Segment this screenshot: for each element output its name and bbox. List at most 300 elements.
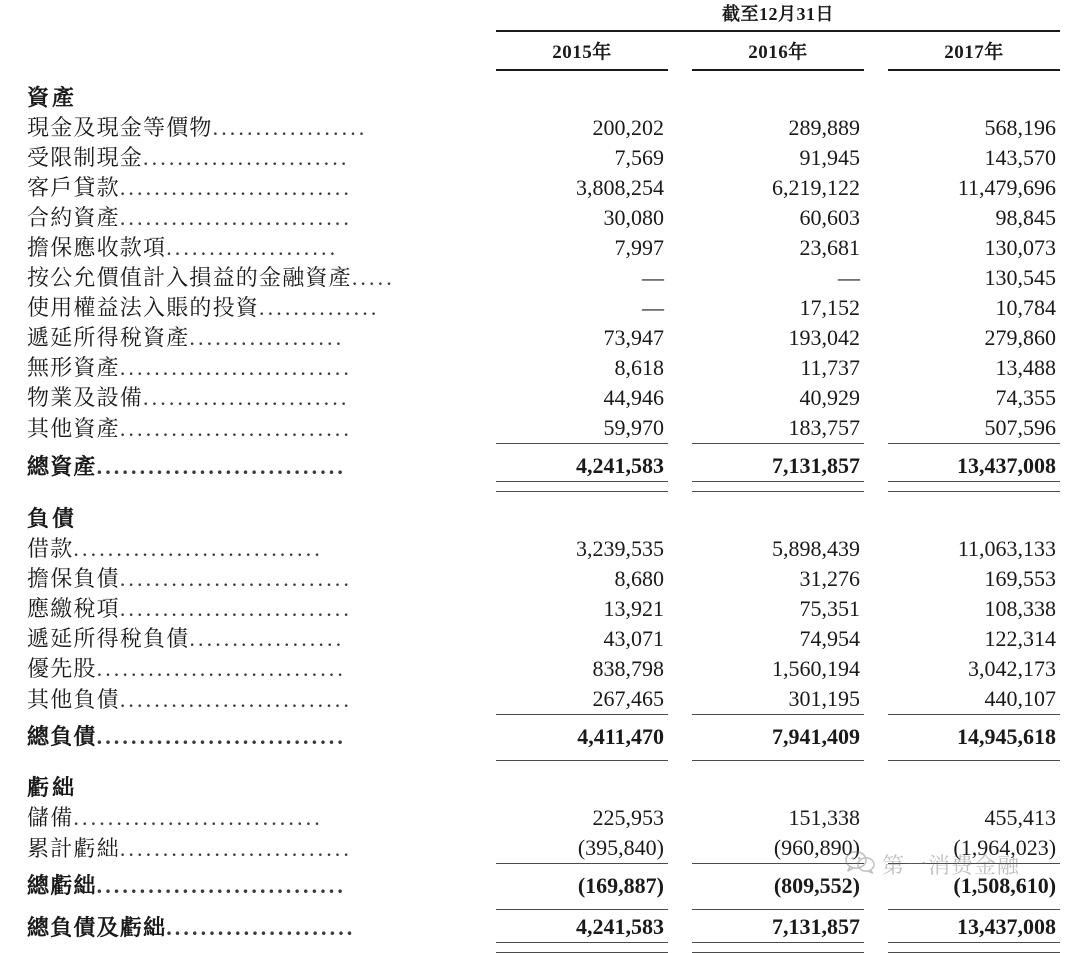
row-value: 73,947 (603, 325, 664, 350)
column-rule (496, 482, 668, 492)
column-gap (668, 654, 692, 684)
rule-row-label-gap (0, 901, 496, 910)
row-label-text: 儲備 (27, 805, 74, 830)
column-gap (864, 654, 888, 684)
column-gap (864, 864, 888, 872)
column-gap (864, 534, 888, 564)
dot-leader: ........................... (119, 596, 353, 621)
column-gap (1060, 413, 1080, 444)
table-row (0, 113, 1080, 143)
row-label (0, 833, 496, 864)
table-row (0, 833, 1080, 864)
row-label-text: 總負債及虧絀 (27, 914, 167, 940)
column-rule (496, 715, 668, 723)
column-gap (1060, 871, 1080, 901)
row-value: 13,437,008 (957, 914, 1057, 939)
column-gap (864, 173, 888, 203)
row-value: 91,945 (799, 145, 860, 170)
column-gap (1060, 173, 1080, 203)
column-rule (692, 901, 864, 910)
row-label-text: 擔保負債 (27, 566, 120, 591)
row-label-text: 合約資產 (27, 205, 120, 230)
table-row (0, 534, 1080, 564)
column-rule (692, 715, 864, 723)
dot-leader: ............................. (96, 724, 347, 749)
column-gap (864, 353, 888, 383)
row-value: 267,465 (592, 686, 664, 711)
column-gap (668, 31, 692, 69)
dot-leader: .................... (166, 235, 339, 260)
watermark-text: 第一消费金融 (882, 852, 1021, 878)
row-value: (1,508,610) (953, 873, 1057, 898)
row-value: 183,757 (788, 415, 860, 440)
section-heading-value-gap (888, 83, 1060, 113)
rule-row-below (0, 901, 1080, 910)
dot-leader: ........................... (119, 415, 353, 441)
row-value: (169,887) (577, 873, 664, 898)
column-gap (1060, 912, 1080, 943)
column-gap (668, 901, 692, 910)
column-gap (864, 912, 888, 943)
row-label (0, 871, 496, 901)
section-heading-value-gap (496, 504, 668, 534)
column-gap (1060, 684, 1080, 715)
dot-leader: .................. (189, 626, 345, 651)
column-gap (1060, 353, 1080, 383)
row-value: 7,997 (614, 235, 664, 260)
row-value: 5,898,439 (772, 536, 860, 561)
table-header-period-row (0, 0, 1080, 30)
row-label (0, 383, 496, 413)
row-value: 74,355 (995, 385, 1057, 410)
period-heading: 截至12月31日 (722, 4, 835, 24)
row-value: 31,276 (799, 566, 860, 591)
rule-row-label-gap (0, 715, 496, 723)
column-gap (864, 263, 888, 293)
dot-leader: ........................... (119, 835, 353, 861)
row-label-text: 借款 (27, 536, 74, 561)
column-gap (1060, 482, 1080, 492)
section-heading-value-gap (692, 83, 864, 113)
section-heading: 負債 (27, 506, 78, 531)
column-gap (668, 684, 692, 715)
column-gap (668, 912, 692, 943)
column-gap (864, 752, 888, 761)
column-rule (496, 444, 668, 452)
row-value: 289,889 (788, 115, 860, 140)
rule-row-label-gap (0, 482, 496, 492)
column-gap (864, 113, 888, 143)
dot-leader: ........................ (143, 385, 350, 410)
table-row (0, 564, 1080, 594)
row-label (0, 451, 496, 482)
row-label (0, 293, 496, 323)
table-row (0, 684, 1080, 715)
column-gap (1060, 564, 1080, 594)
table-row (0, 143, 1080, 173)
column-gap (864, 773, 888, 803)
row-value: 17,152 (799, 295, 860, 320)
row-value: 108,338 (984, 596, 1057, 621)
dot-leader: ............................. (73, 805, 323, 830)
column-header-year: 2017年 (944, 42, 1004, 63)
column-gap (1060, 293, 1080, 323)
table-row (0, 293, 1080, 323)
column-gap (864, 594, 888, 624)
column-gap (668, 143, 692, 173)
column-gap (864, 482, 888, 492)
column-gap (1060, 803, 1080, 833)
column-rule (888, 482, 1060, 492)
row-label (0, 173, 496, 203)
column-gap (1060, 901, 1080, 910)
dot-leader: ........................ (143, 145, 350, 170)
row-value: 6,219,122 (772, 175, 860, 200)
row-value: 130,073 (984, 235, 1057, 260)
column-rule (692, 444, 864, 452)
column-gap (1060, 833, 1080, 864)
row-label-text: 總負債 (27, 724, 97, 749)
column-gap (1060, 722, 1080, 752)
row-value: 44,946 (603, 385, 664, 410)
row-label (0, 684, 496, 715)
row-value: 14,945,618 (957, 724, 1057, 749)
column-gap (1060, 594, 1080, 624)
row-value: 279,860 (984, 325, 1057, 350)
column-gap (0, 0, 496, 30)
table-row (0, 624, 1080, 654)
row-value: 13,488 (995, 355, 1057, 380)
dot-leader: .................. (189, 325, 345, 350)
column-gap (864, 233, 888, 263)
column-rule (692, 943, 864, 953)
dot-leader: ........................... (119, 205, 353, 230)
row-value: 143,570 (984, 145, 1057, 170)
column-gap (864, 901, 888, 910)
table-row-total (0, 871, 1080, 901)
column-gap (864, 293, 888, 323)
dot-leader: ........................... (119, 686, 353, 712)
column-gap (1060, 233, 1080, 263)
table-row-total (0, 451, 1080, 482)
column-gap (668, 233, 692, 263)
section-heading-value-gap (888, 773, 1060, 803)
column-gap (864, 722, 888, 752)
row-value: — (642, 265, 664, 290)
column-gap (668, 203, 692, 233)
column-gap (864, 383, 888, 413)
column-gap (668, 833, 692, 864)
row-label (0, 722, 496, 752)
column-gap (668, 451, 692, 482)
row-value: 98,845 (995, 205, 1057, 230)
column-gap (668, 113, 692, 143)
row-value: 30,080 (603, 205, 664, 230)
table-row (0, 383, 1080, 413)
column-gap (864, 504, 888, 534)
table-row (0, 654, 1080, 684)
row-label-text: 遞延所得稅資產 (27, 325, 190, 350)
row-value: 8,680 (614, 566, 664, 591)
column-gap (1060, 83, 1080, 113)
section-heading-value-gap (692, 773, 864, 803)
row-value: — (838, 265, 860, 290)
column-rule (888, 943, 1060, 953)
row-value: 13,921 (603, 596, 664, 621)
row-label-text: 受限制現金 (27, 145, 144, 170)
row-value: 4,241,583 (576, 914, 664, 939)
row-value: 1,560,194 (772, 656, 860, 681)
column-gap (1060, 654, 1080, 684)
rule-row-below (0, 752, 1080, 761)
row-value: 7,131,857 (772, 914, 860, 939)
column-gap (668, 173, 692, 203)
row-value: 75,351 (799, 596, 860, 621)
column-rule (496, 943, 668, 953)
row-value: 23,681 (799, 235, 860, 260)
rule-row-double (0, 943, 1080, 953)
row-spacer (0, 761, 1080, 774)
row-value: 301,195 (788, 686, 860, 711)
column-rule (692, 482, 864, 492)
column-gap (668, 293, 692, 323)
column-gap (668, 504, 692, 534)
dot-leader: ...................... (166, 914, 356, 940)
row-value: (395,840) (577, 835, 664, 860)
section-heading-row (0, 504, 1080, 534)
column-gap (0, 31, 496, 69)
spacer-cell (0, 492, 1080, 505)
row-value: 8,618 (614, 355, 664, 380)
row-label-text: 遞延所得稅負債 (27, 626, 190, 651)
column-rule (888, 752, 1060, 761)
column-rule (496, 901, 668, 910)
row-label (0, 113, 496, 143)
row-label (0, 413, 496, 444)
column-gap (1060, 943, 1080, 953)
column-gap (864, 143, 888, 173)
row-value: 7,569 (614, 145, 664, 170)
row-value: 151,338 (788, 805, 860, 830)
dot-leader: .............. (259, 295, 380, 320)
table-row-total (0, 722, 1080, 752)
dot-leader: ............................. (73, 536, 323, 561)
section-heading-row (0, 773, 1080, 803)
row-value: 130,545 (984, 265, 1057, 290)
row-value: 193,042 (788, 325, 860, 350)
dot-leader: ............................. (96, 873, 347, 898)
table-row (0, 353, 1080, 383)
column-rule (496, 752, 668, 761)
row-label-text: 總虧絀 (27, 873, 97, 898)
column-gap (1060, 0, 1080, 30)
column-gap (1060, 323, 1080, 353)
row-label (0, 263, 496, 293)
row-value: 3,239,535 (576, 536, 664, 561)
column-gap (668, 413, 692, 444)
row-value: 169,553 (984, 566, 1057, 591)
row-label-text: 現金及現金等價物 (27, 115, 213, 140)
row-value: 7,941,409 (772, 724, 860, 749)
row-label (0, 203, 496, 233)
column-rule (888, 715, 1060, 723)
rule-row-label-gap (0, 864, 496, 872)
column-gap (668, 534, 692, 564)
row-label (0, 353, 496, 383)
row-value: 225,953 (592, 805, 664, 830)
row-value: 3,808,254 (576, 175, 664, 200)
column-gap (1060, 752, 1080, 761)
section-heading-row (0, 83, 1080, 113)
row-label-text: 客戶貸款 (27, 175, 120, 200)
section-heading-value-gap (496, 83, 668, 113)
row-value: 40,929 (799, 385, 860, 410)
row-label-text: 擔保應收款項 (27, 235, 167, 260)
column-gap (1060, 263, 1080, 293)
column-gap (668, 943, 692, 953)
row-value: 11,063,133 (957, 536, 1057, 561)
row-label-text: 其他負債 (27, 686, 120, 712)
column-rule (496, 864, 668, 872)
row-value: — (642, 295, 664, 320)
column-gap (864, 451, 888, 482)
column-gap (1060, 715, 1080, 723)
row-value: 10,784 (995, 295, 1057, 320)
column-gap (864, 943, 888, 953)
column-gap (1060, 203, 1080, 233)
row-value: 59,970 (603, 415, 664, 440)
row-value: (1,964,023) (953, 835, 1057, 860)
column-rule (692, 864, 864, 872)
table-row (0, 263, 1080, 293)
row-value: 11,737 (800, 355, 860, 380)
column-gap (1060, 624, 1080, 654)
row-value: 838,798 (592, 656, 664, 681)
column-gap (668, 83, 692, 113)
rule-row-above (0, 864, 1080, 872)
dot-leader: ............................. (96, 656, 347, 681)
row-label (0, 803, 496, 833)
column-gap (668, 482, 692, 492)
row-label (0, 233, 496, 263)
spacer-cell (0, 70, 1080, 83)
column-gap (864, 803, 888, 833)
column-gap (864, 684, 888, 715)
column-gap (668, 722, 692, 752)
row-label (0, 143, 496, 173)
row-value: 60,603 (799, 205, 860, 230)
row-value: (960,890) (773, 835, 860, 860)
rule-row-above (0, 715, 1080, 723)
column-gap (668, 263, 692, 293)
column-header-year: 2015年 (552, 42, 612, 63)
dot-leader: ..... (351, 265, 395, 290)
row-label (0, 912, 496, 943)
dot-leader: .................. (212, 115, 368, 140)
row-value: 43,071 (603, 626, 664, 651)
column-gap (864, 715, 888, 723)
column-gap (668, 383, 692, 413)
table-header-years-row (0, 31, 1080, 69)
column-gap (668, 624, 692, 654)
row-label (0, 534, 496, 564)
row-label (0, 564, 496, 594)
row-label-text: 累計虧絀 (27, 835, 120, 861)
column-gap (668, 715, 692, 723)
column-gap (1060, 773, 1080, 803)
row-label-text: 應繳稅項 (27, 596, 120, 621)
column-gap (668, 353, 692, 383)
column-gap (1060, 451, 1080, 482)
column-gap (864, 83, 888, 113)
section-heading-value-gap (888, 504, 1060, 534)
column-gap (864, 323, 888, 353)
column-rule (888, 901, 1060, 910)
table-row-total (0, 912, 1080, 943)
row-label-text: 總資產 (27, 453, 97, 479)
section-heading-value-gap (692, 504, 864, 534)
row-label-text: 其他資產 (27, 415, 120, 441)
row-value: 4,241,583 (576, 453, 664, 478)
column-gap (864, 203, 888, 233)
column-rule (888, 444, 1060, 452)
section-heading-value-gap (496, 773, 668, 803)
row-value: 200,202 (592, 115, 664, 140)
row-value: 13,437,008 (957, 453, 1057, 478)
column-gap (1060, 444, 1080, 452)
row-value: 440,107 (984, 686, 1057, 711)
column-gap (864, 871, 888, 901)
table-row (0, 203, 1080, 233)
column-gap (864, 564, 888, 594)
table-row (0, 323, 1080, 353)
column-gap (1060, 113, 1080, 143)
row-value: 11,479,696 (957, 175, 1057, 200)
dot-leader: ........................... (119, 566, 353, 591)
row-label (0, 654, 496, 684)
rule-row-label-gap (0, 752, 496, 761)
row-value: 4,411,470 (577, 724, 664, 749)
column-gap (668, 773, 692, 803)
dot-leader: ........................... (119, 355, 353, 380)
column-gap (1060, 534, 1080, 564)
column-gap (668, 752, 692, 761)
column-gap (864, 444, 888, 452)
section-heading: 虧絀 (27, 775, 78, 800)
column-rule (888, 864, 1060, 872)
dot-leader: ........................... (119, 175, 353, 200)
column-gap (668, 564, 692, 594)
row-label (0, 624, 496, 654)
column-gap (668, 864, 692, 872)
column-gap (864, 833, 888, 864)
table-row (0, 803, 1080, 833)
section-heading: 資產 (27, 85, 78, 110)
row-value: 122,314 (984, 626, 1057, 651)
row-label-text: 無形資產 (27, 355, 120, 380)
column-gap (668, 323, 692, 353)
column-gap (668, 594, 692, 624)
column-header-year: 2016年 (748, 42, 808, 63)
row-value: (809,552) (773, 873, 860, 898)
row-value: 507,596 (984, 415, 1057, 440)
row-label (0, 323, 496, 353)
row-label-text: 優先股 (27, 656, 97, 681)
table-row (0, 594, 1080, 624)
row-label-text: 使用權益法入賬的投資 (27, 295, 260, 320)
rule-row-label-gap (0, 943, 496, 953)
column-gap (668, 871, 692, 901)
